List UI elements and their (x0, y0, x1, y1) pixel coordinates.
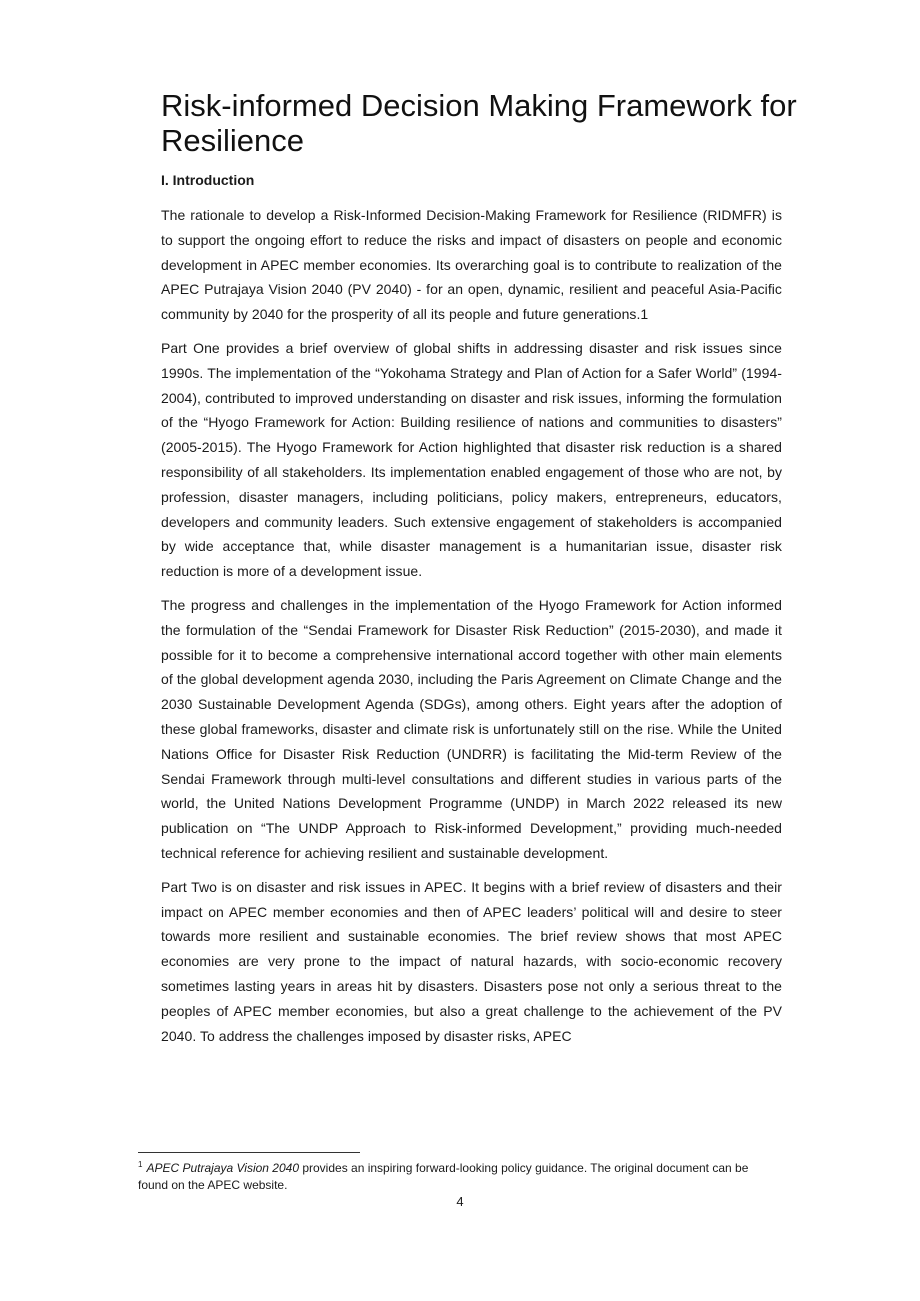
footnote (138, 1160, 778, 1194)
footnote-italic-title: APEC Putrajaya Vision 2040 (146, 1161, 299, 1175)
document-title: Risk-informed Decision Making Framework for Resilience (161, 88, 797, 158)
paragraph-progress: The progress and challenges in the implementation of the Hyogo Framework for Action informed the formulation of the “Sendai Framework for Disaster Risk Reduction” (2015-2030), and made it possible for it to become a comprehensive international accord together with other main elements of the global development agenda 2030, including the Paris Agreement on Climate Change and the 2030 Sustainable Development Agenda (SDGs), among others. Eight years after the adoption of these global frameworks, disaster and climate risk is unfortunately still on the rise. While the United Nations Office for Disaster Risk Reduction (UNDRR) is facilitating the Mid-term Review of the Sendai Framework through multi-level consultations and different studies in various parts of the world, the United Nations Development Programme (UNDP) in March 2022 released its new publication on “The UNDP Approach to Risk-informed Development,” providing much-needed technical reference for achieving resilient and sustainable development. (161, 596, 782, 861)
paragraph-part-two: Part Two is on disaster and risk issues in APEC. It begins with a brief review of disasters and their impact on APEC member economies and then of APEC leaders’ political will and desire to steer towards more resilient and sustainable economies. The brief review shows that most APEC economies are very prone to the impact of natural hazards, with socio-economic recovery sometimes lasting years in areas hit by disasters. Disasters pose not only a serious threat to the peoples of APEC member economies, but also a great challenge to the achievement of the PV 2040. To address the challenges imposed by disaster risks, APEC (161, 878, 782, 1044)
footnote-divider (138, 1152, 360, 1153)
body-text (161, 203, 782, 1057)
footnote-text: provides an inspiring forward-looking policy guidance. The original document can be found on the APEC website. (138, 1161, 749, 1192)
paragraph-part-one: Part One provides a brief overview of global shifts in addressing disaster and risk issues since 1990s. The implementation of the “Yokohama Strategy and Plan of Action for a Safer World” (1994-2004), contributed to improved understanding on disaster and risk issues, informing the formulation of the “Hyogo Framework for Action: Building resilience of nations and communities to disasters” (2005-2015). The Hyogo Framework for Action highlighted that disaster risk reduction is a shared responsibility of all stakeholders. Its implementation enabled engagement of those who are not, by profession, disaster managers, including politicians, policy makers, entrepreneurs, educators, developers and community leaders. Such extensive engagement of stakeholders is accompanied by wide acceptance that, while disaster management is a humanitarian issue, disaster risk reduction is more of a development issue. (161, 339, 782, 580)
footnote-mark: 1 (138, 1160, 143, 1169)
paragraph-rationale: The rationale to develop a Risk-Informed Decision-Making Framework for Resilience (RIDMFR) is to support the ongoing effort to reduce the risks and impact of disasters on people and economic development in APEC member economies. Its overarching goal is to contribute to realization of the APEC Putrajaya Vision 2040 (PV 2040) - for an open, dynamic, resilient and peaceful Asia-Pacific community by 2040 for the prosperity of all its people and future generations.1 (161, 207, 782, 323)
section-heading: I. Introduction (161, 172, 255, 188)
page-number: 4 (456, 1194, 464, 1209)
